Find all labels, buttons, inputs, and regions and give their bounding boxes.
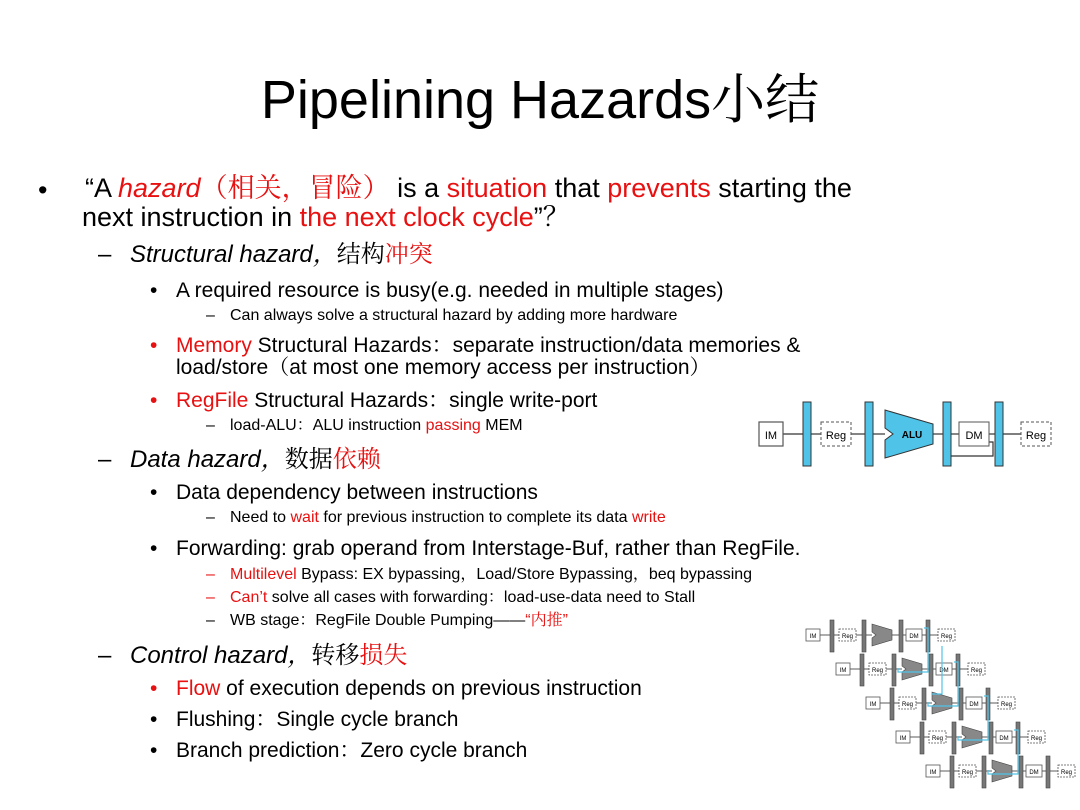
- intro-text: is a: [389, 173, 447, 203]
- intro-text: next instruction in: [82, 202, 300, 232]
- intro-text: that: [547, 173, 608, 203]
- dash-marker: –: [206, 417, 215, 434]
- neitui-term: “内推”: [525, 612, 568, 629]
- intro-line-2: [82, 203, 570, 231]
- control-b3: Branch prediction：Zero cycle branch: [176, 739, 528, 762]
- structural-b2: [176, 334, 800, 357]
- structural-b1-sub: Can always solve a structural hazard by adding more hardware: [230, 307, 678, 324]
- bullet-dot: •: [150, 279, 158, 302]
- dash-marker: –: [98, 642, 112, 669]
- flow-term: Flow: [176, 677, 221, 700]
- regfile-term: RegFile: [176, 389, 249, 412]
- situation-term: situation: [446, 173, 548, 203]
- wait-term: wait: [290, 509, 319, 526]
- control-heading-cn: 转移: [311, 642, 360, 669]
- structural-b3: [176, 389, 597, 412]
- intro-text: ”？: [533, 202, 570, 232]
- dash-marker: –: [98, 241, 112, 268]
- data-heading-cn: 数据: [284, 446, 333, 473]
- structural-heading: [130, 242, 433, 268]
- write-term: write: [631, 509, 666, 526]
- data-heading: [130, 447, 381, 473]
- alu-label: ALU: [901, 430, 923, 441]
- sub-text: Bypass: EX bypassing，Load/Store Bypassing，beq bypassing: [296, 566, 753, 583]
- dash-marker: –: [206, 307, 215, 324]
- pipeline-row: [926, 756, 1075, 788]
- data-b2: Forwarding: grab operand from Interstage-Buf, rather than RegFile.: [176, 537, 801, 560]
- next-clock-term: the next clock cycle: [299, 202, 534, 232]
- data-b2-sub2: [230, 589, 695, 607]
- dash-marker: –: [206, 566, 215, 583]
- intro-line-1: [85, 174, 852, 202]
- structural-heading-cn-red: 冲突: [384, 241, 433, 268]
- bullet-dot: •: [150, 677, 158, 700]
- pipeline-register: [995, 402, 1003, 466]
- data-b2-sub1: [230, 566, 752, 584]
- structural-heading-en: Structural hazard，: [130, 241, 337, 268]
- intro-text: starting the: [710, 173, 852, 203]
- dash-marker: –: [206, 612, 215, 629]
- data-heading-en: Data hazard，: [130, 446, 285, 473]
- multilevel-term: Multilevel: [230, 566, 297, 583]
- data-heading-cn-red: 依赖: [332, 446, 381, 473]
- data-b1: Data dependency between instructions: [176, 481, 538, 504]
- hazard-term: hazard: [118, 173, 201, 203]
- cant-term: Can’t: [230, 589, 268, 606]
- data-b2-sub3: [230, 612, 568, 630]
- sub-text: solve all cases with forwarding：load-use-data need to Stall: [267, 589, 696, 606]
- control-b2: Flushing：Single cycle branch: [176, 708, 459, 731]
- hazard-term-cn: （相关，冒险）: [200, 173, 390, 203]
- dm-label: DM: [965, 430, 983, 442]
- sub-text: for previous instruction to complete its data: [318, 509, 632, 526]
- reg-label: Reg: [825, 430, 847, 442]
- pipeline-register: [803, 402, 811, 466]
- bullet-dot: •: [150, 334, 158, 357]
- dash-marker: –: [98, 446, 112, 473]
- pipeline-register: [865, 402, 873, 466]
- control-heading-en: Control hazard，: [130, 642, 312, 669]
- structural-heading-cn: 结构: [336, 241, 385, 268]
- reg-wb-label: Reg: [1025, 430, 1047, 442]
- sub-text: WB stage：RegFile Double Pumping——: [230, 612, 526, 629]
- dash-marker: –: [206, 589, 215, 606]
- pipeline-register: [943, 402, 951, 466]
- bullet-dot: •: [150, 537, 158, 560]
- pipeline-row: [836, 654, 985, 686]
- intro-text: “A: [85, 173, 119, 203]
- structural-b2-text: Structural Hazards：separate instruction/data memories &: [251, 334, 801, 357]
- control-heading-cn-red: 损失: [359, 642, 408, 669]
- pipeline-row: [866, 688, 1015, 720]
- pipeline-row: [896, 722, 1045, 754]
- sub-text: Need to: [230, 509, 291, 526]
- structural-b3-text: Structural Hazards：single write-port: [248, 389, 598, 412]
- data-b1-sub: [230, 509, 666, 527]
- bullet-dot: •: [150, 708, 158, 731]
- stacked-pipeline-diagram: [800, 618, 1080, 808]
- pipeline-diagram: [755, 398, 1060, 478]
- prevents-term: prevents: [607, 173, 711, 203]
- page-title: Pipelining Hazards小结: [260, 70, 820, 130]
- structural-b2-line2: load/store（at most one memory access per instruction）: [176, 356, 711, 379]
- bullet-dot: •: [150, 739, 158, 762]
- sub-text: load-ALU：ALU instruction: [230, 417, 426, 434]
- control-b1: [176, 677, 642, 700]
- control-heading: [130, 643, 407, 669]
- bullet-dot: •: [150, 389, 158, 412]
- structural-b3-sub: [230, 417, 523, 435]
- sub-text: MEM: [480, 417, 523, 434]
- dash-marker: –: [206, 509, 215, 526]
- im-label: IM: [764, 430, 778, 442]
- bullet-dot: •: [38, 175, 48, 205]
- bullet-dot: •: [150, 481, 158, 504]
- memory-term: Memory: [176, 334, 252, 357]
- structural-b1: A required resource is busy(e.g. needed in multiple stages): [176, 279, 724, 302]
- pipeline-row: [806, 620, 955, 652]
- passing-term: passing: [425, 417, 481, 434]
- control-b1-text: of execution depends on previous instruction: [220, 677, 642, 700]
